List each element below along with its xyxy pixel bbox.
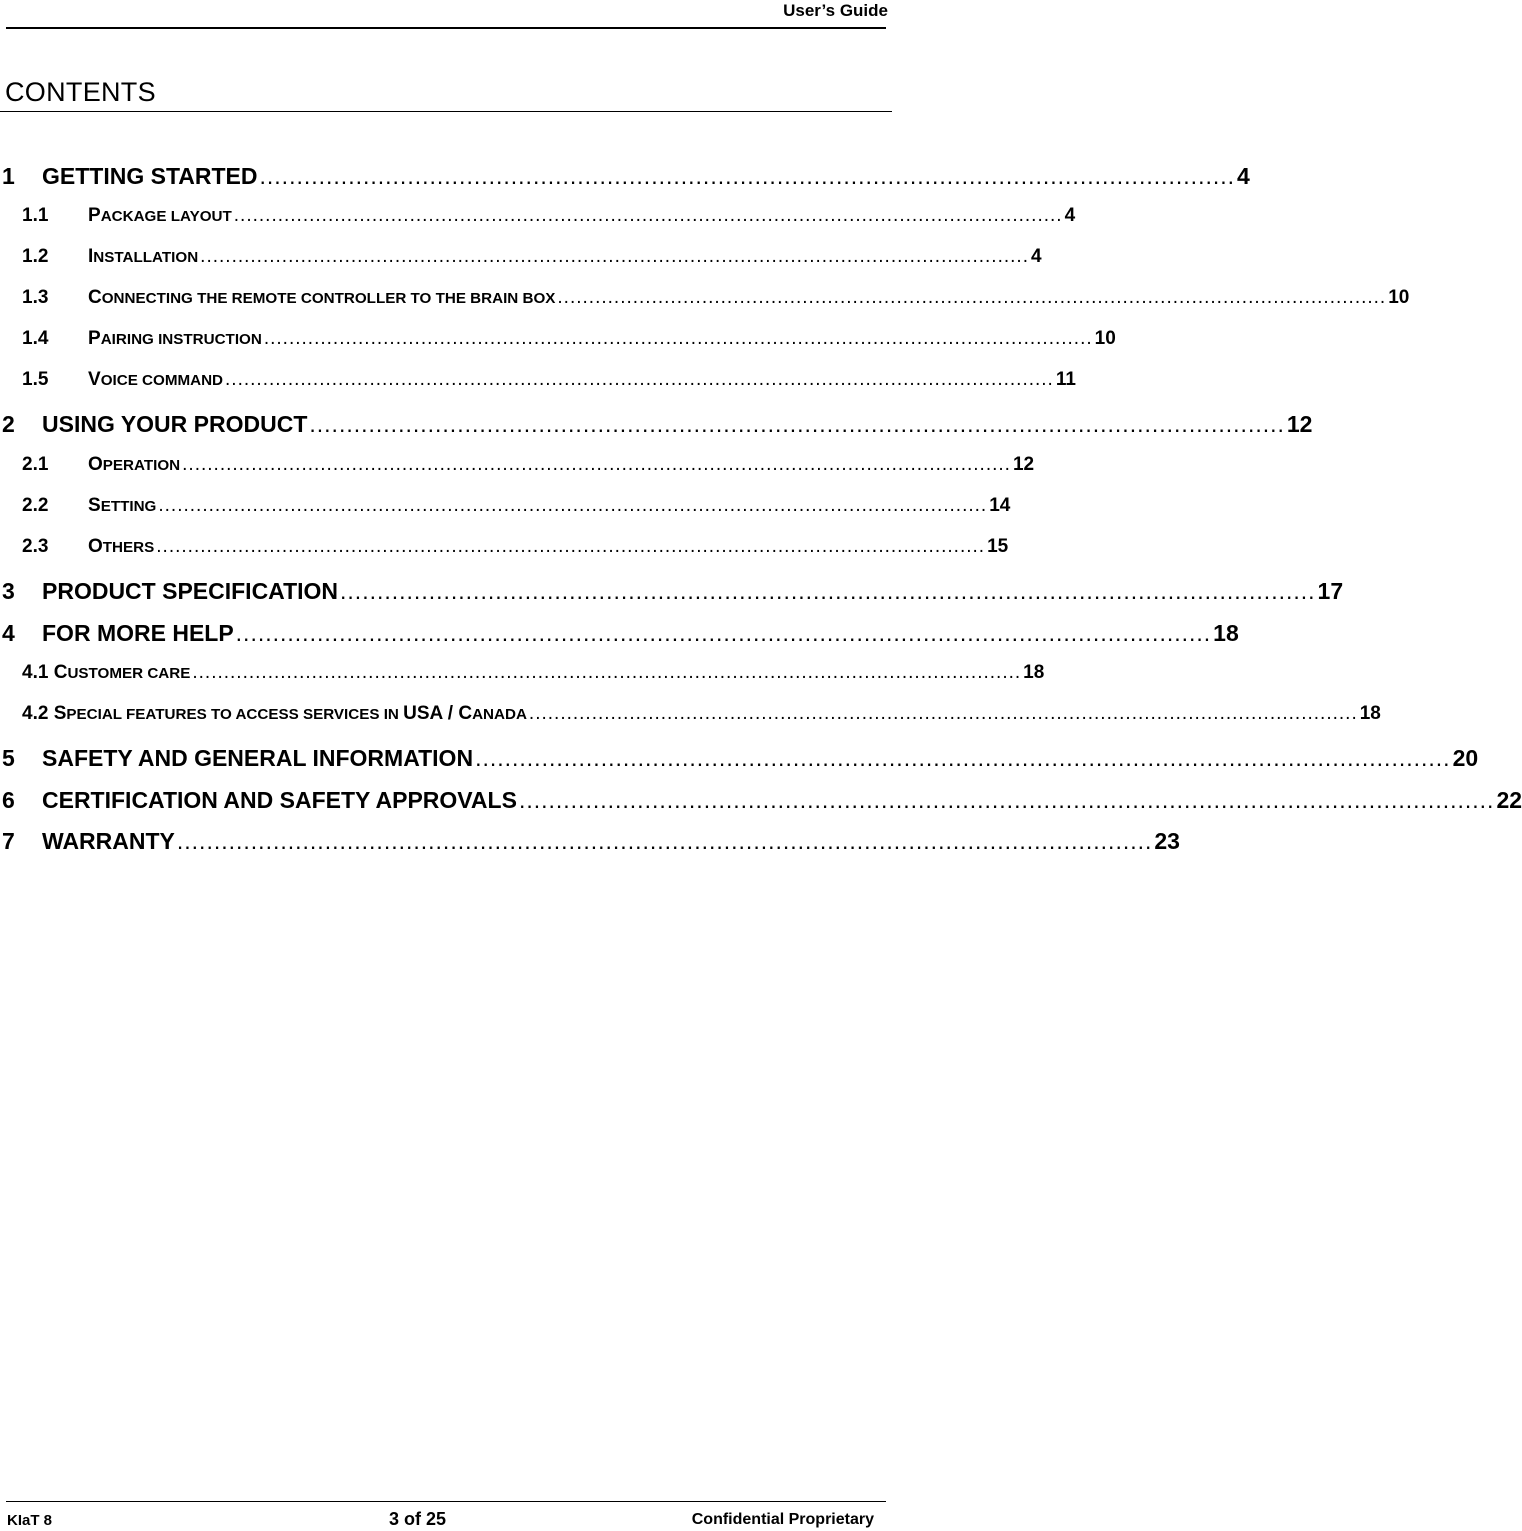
toc-title-initial: C: [53, 662, 68, 683]
footer-confidential: Confidential Proprietary: [691, 1511, 874, 1528]
toc-entry-page: 17: [1317, 578, 1344, 604]
toc-title-initial: S: [53, 703, 67, 724]
toc-entry-page: 23: [1154, 828, 1180, 854]
toc-title-rest: ACKAGE LAYOUT: [100, 208, 232, 225]
toc-entry-title: WARRANTY: [42, 828, 175, 854]
toc-title-rest-b: ANADA: [472, 706, 527, 723]
toc-title-rest: AIRING INSTRUCTION: [100, 331, 262, 348]
toc-title-initial: P: [88, 205, 101, 226]
toc-entry-number: 4.2: [22, 703, 49, 724]
toc-entry-page: 4: [1030, 246, 1042, 267]
footer-rule: [6, 1501, 886, 1502]
header-title: User’s Guide: [783, 1, 888, 20]
toc-entry-page: 10: [1388, 287, 1410, 308]
toc-entry-4-1[interactable]: [0, 662, 1045, 684]
leader-dots: ....................................................................................................................................: [182, 454, 1011, 475]
contents-heading: CONTENTS: [5, 77, 156, 107]
leader-dots: ....................................................................................................................................: [235, 620, 1212, 646]
toc-entry-2-1[interactable]: [0, 454, 1035, 476]
toc-title-initial: P: [88, 328, 101, 349]
toc-entry-title: [88, 454, 180, 476]
toc-entry-title: [88, 246, 198, 268]
toc-entry-number: 1.2: [22, 246, 49, 267]
toc-entry-number: 3: [2, 578, 15, 604]
toc-entry-page: 18: [1213, 620, 1239, 646]
leader-dots: ....................................................................................................................................: [528, 703, 1358, 724]
toc-entry-number: 2.1: [22, 454, 49, 475]
toc-entry-title: [88, 369, 223, 391]
toc-entry-number: 1.4: [22, 328, 49, 349]
toc-title-rest: OICE COMMAND: [100, 372, 224, 389]
leader-dots: ....................................................................................................................................: [309, 411, 1285, 437]
toc-title-rest: PERATION: [102, 457, 181, 474]
leader-dots: ....................................................................................................................................: [192, 662, 1022, 683]
toc-entry-7[interactable]: [0, 828, 1180, 855]
toc-title-rest: NSTALLATION: [93, 249, 199, 266]
leader-dots: ....................................................................................................................................: [233, 205, 1063, 226]
toc-entry-title: [88, 205, 232, 227]
leader-dots: ....................................................................................................................................: [263, 328, 1093, 349]
toc-title-initial: C: [88, 287, 102, 308]
leader-dots: ....................................................................................................................................: [557, 287, 1387, 308]
toc-entry-6[interactable]: [0, 787, 1522, 814]
toc-entry-page: 10: [1094, 328, 1116, 349]
toc-entry-number: 4: [2, 620, 15, 646]
toc-entry-number: 2.3: [22, 536, 49, 557]
footer-page-number: 3 of 25: [389, 1509, 447, 1529]
toc-entry-4-2[interactable]: [0, 703, 1381, 725]
toc-title-rest: USTOMER CARE: [67, 665, 191, 682]
toc-entry-1-4[interactable]: [0, 328, 1116, 350]
toc-title-rest: ONNECTING THE REMOTE CONTROLLER TO THE BRAIN BOX: [101, 290, 556, 307]
leader-dots: ....................................................................................................................................: [475, 745, 1451, 771]
toc-entry-1-2[interactable]: [0, 246, 1042, 268]
toc-entry-title: GETTING STARTED: [42, 163, 258, 189]
leader-dots: ....................................................................................................................................: [340, 578, 1316, 604]
toc-entry-number: 2.2: [22, 495, 49, 516]
toc-entry-page: 4: [1064, 205, 1076, 226]
toc-entry-number: 5: [2, 745, 15, 771]
toc-entry-2-3[interactable]: [0, 536, 1009, 558]
footer-model: KIaT 8: [7, 1512, 53, 1529]
toc-entry-2-2[interactable]: [0, 495, 1011, 517]
toc-entry-page: 15: [987, 536, 1009, 557]
toc-entry-page: 18: [1023, 662, 1045, 683]
toc-entry-4[interactable]: [0, 620, 1239, 647]
toc-entry-number: 4.1: [22, 662, 49, 683]
toc-entry-title: USING YOUR PRODUCT: [42, 411, 308, 437]
leader-dots: ....................................................................................................................................: [259, 163, 1236, 189]
toc-entry-title: SAFETY AND GENERAL INFORMATION: [42, 745, 474, 771]
header-rule: [6, 27, 886, 29]
toc-entry-number: 1: [2, 163, 15, 189]
toc-entry-title: FOR MORE HELP: [42, 620, 234, 646]
toc-entry-page: 12: [1286, 411, 1313, 437]
toc-entry-number: 1.5: [22, 369, 49, 390]
toc-entry-1-5[interactable]: [0, 369, 1076, 391]
toc-entry-number: 6: [2, 787, 15, 813]
toc-entry-5[interactable]: [0, 745, 1479, 772]
toc-entry-title: [48, 662, 190, 684]
toc-title-rest: ETTING: [100, 498, 157, 515]
contents-rule: [0, 111, 892, 112]
toc-entry-title: PRODUCT SPECIFICATION: [42, 578, 339, 604]
toc-entry-number: 7: [2, 828, 15, 854]
leader-dots: ....................................................................................................................................: [176, 828, 1153, 854]
toc-entry-title: CERTIFICATION AND SAFETY APPROVALS: [42, 787, 517, 813]
toc-entry-page: 14: [989, 495, 1011, 516]
toc-entry-title: [88, 287, 555, 309]
toc-entry-number: 2: [2, 411, 15, 437]
toc-entry-title: [88, 536, 154, 558]
toc-entry-title: [88, 328, 262, 350]
toc-entry-page: 22: [1496, 787, 1522, 813]
leader-dots: ....................................................................................................................................: [156, 536, 986, 557]
toc-title-initial: O: [88, 536, 103, 557]
toc-entry-1-3[interactable]: [0, 287, 1410, 309]
toc-entry-page: 11: [1055, 369, 1076, 390]
toc-entry-page: 12: [1012, 454, 1035, 475]
toc-title-initial: O: [88, 454, 103, 475]
toc-entry-title: [88, 495, 156, 517]
toc-entry-number: 1.1: [22, 205, 49, 226]
toc-entry-3[interactable]: [0, 578, 1344, 605]
toc-title-initial: V: [88, 369, 101, 390]
toc-entry-number: 1.3: [22, 287, 49, 308]
leader-dots: ....................................................................................................................................: [158, 495, 988, 516]
toc-title-initial: I: [88, 246, 94, 267]
leader-dots: ....................................................................................................................................: [200, 246, 1029, 267]
toc-entry-1-1[interactable]: [0, 205, 1076, 227]
toc-entry-title: [48, 703, 527, 725]
toc-title-big: USA / C: [403, 703, 473, 724]
toc-entry-page: 4: [1237, 163, 1250, 189]
leader-dots: ....................................................................................................................................: [518, 787, 1495, 813]
toc-title-rest: THERS: [102, 539, 155, 556]
toc-entry-page: 20: [1452, 745, 1479, 771]
leader-dots: ....................................................................................................................................: [225, 369, 1054, 390]
toc-entry-page: 18: [1359, 703, 1381, 724]
toc-entry-2[interactable]: [0, 411, 1313, 438]
toc-title-initial: S: [88, 495, 101, 516]
toc-title-rest-a: PECIAL FEATURES TO ACCESS SERVICES IN: [66, 706, 404, 723]
toc-entry-1[interactable]: [0, 163, 1250, 190]
